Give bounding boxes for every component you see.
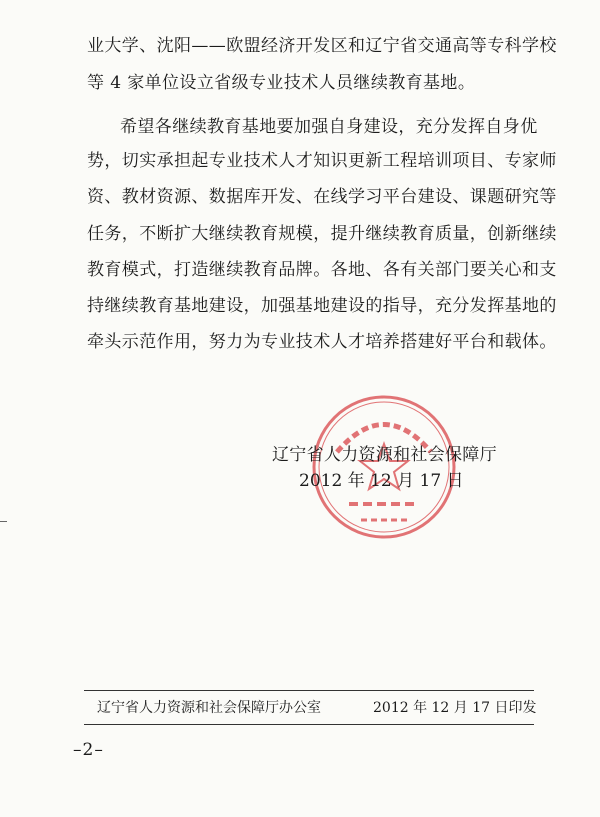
signature-date: 2012 年 12 月 17 日 — [299, 471, 464, 491]
footer-top-rule — [84, 690, 534, 691]
body-line-5: 资、教材资源、数据库开发、在线学习平台建设、课题研究等 — [87, 187, 557, 207]
body-line-2: 等 4 家单位设立省级专业技术人员继续教育基地。 — [87, 73, 476, 93]
footer-issue-date: 2012 年 12 月 17 日印发 — [373, 700, 537, 716]
body-line-7: 教育模式，打造继续教育品牌。各地、各有关部门要关心和支 — [87, 260, 557, 280]
page-number: –2– — [73, 740, 104, 760]
body-line-4: 势，切实承担起专业技术人才知识更新工程培训项目、专家师 — [87, 151, 557, 171]
body-line-1: 业大学、沈阳——欧盟经济开发区和辽宁省交通高等专科学校 — [87, 36, 557, 56]
body-line-6: 任务，不断扩大继续教育规模，提升继续教育质量，创新继续 — [87, 224, 557, 244]
body-line-3: 希望各继续教育基地要加强自身建设，充分发挥自身优 — [120, 117, 538, 137]
margin-mark — [0, 521, 7, 522]
footer-bottom-rule — [84, 724, 534, 725]
footer-organization: 辽宁省人力资源和社会保障厅办公室 — [97, 700, 321, 716]
signature-organization: 辽宁省人力资源和社会保障厅 — [272, 445, 497, 465]
body-line-9: 牵头示范作用，努力为专业技术人才培养搭建好平台和载体。 — [87, 332, 557, 352]
body-line-8: 持继续教育基地建设，加强基地建设的指导，充分发挥基地的 — [87, 296, 557, 316]
